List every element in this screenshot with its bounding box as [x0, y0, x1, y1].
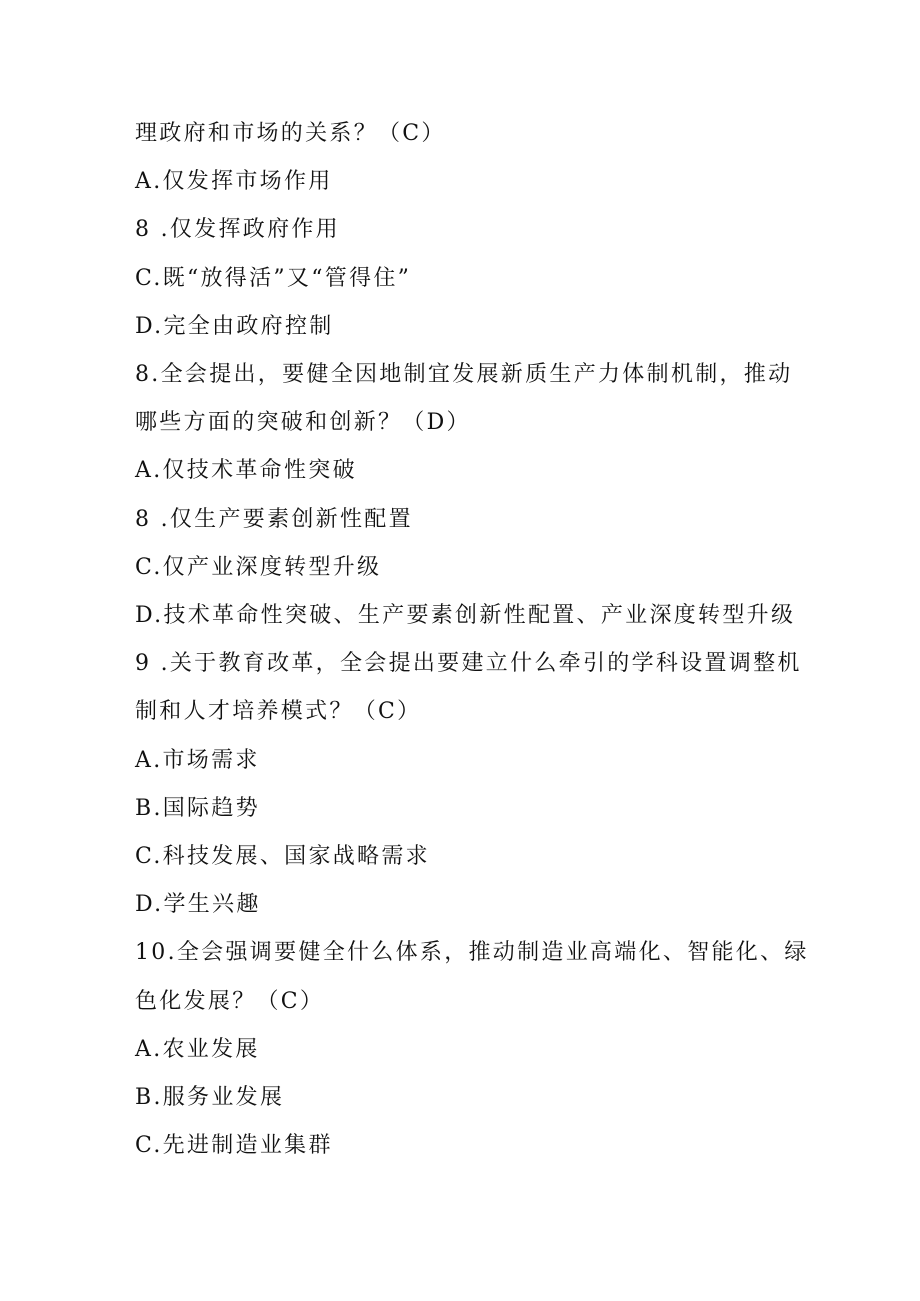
option-line: A.农业发展: [135, 1036, 260, 1062]
option-line: A.仅发挥市场作用: [135, 169, 333, 195]
question-10-text-continued: 色化发展？（C）: [135, 988, 325, 1014]
option-line: A.市场需求: [135, 747, 260, 773]
question-7-text-continued: 理政府和市场的关系？（C）: [135, 121, 446, 146]
question-9-text: 9 .关于教育改革，全会提出要建立什么牵引的学科设置调整机: [135, 651, 802, 677]
option-line: D.完全由政府控制: [135, 313, 334, 339]
option-line: C.仅产业深度转型升级: [135, 554, 382, 580]
option-line: C.科技发展、国家战略需求: [135, 844, 430, 870]
option-line: 8 .仅生产要素创新性配置: [135, 506, 413, 532]
option-line: D.学生兴趣: [135, 892, 261, 918]
option-line: C.先进制造业集群: [135, 1133, 333, 1159]
question-8-text: 8.全会提出，要健全因地制宜发展新质生产力体制机制，推动: [135, 362, 793, 388]
option-line: B.服务业发展: [135, 1085, 285, 1111]
option-line: B.国际趋势: [135, 795, 260, 821]
document-body: [135, 110, 809, 1170]
question-10-text: 10.全会强调要健全什么体系，推动制造业高端化、智能化、绿: [135, 940, 809, 966]
question-8-text-continued: 哪些方面的突破和创新？（D）: [135, 410, 471, 436]
option-line: A.仅技术革命性突破: [135, 458, 357, 484]
option-line: 8 .仅发挥政府作用: [135, 217, 340, 243]
option-line: C.既“放得活”又“管得住”: [135, 265, 412, 291]
option-line: D.技术革命性突破、生产要素创新性配置、产业深度转型升级: [135, 603, 796, 629]
question-9-text-continued: 制和人才培养模式？（C）: [135, 699, 422, 725]
